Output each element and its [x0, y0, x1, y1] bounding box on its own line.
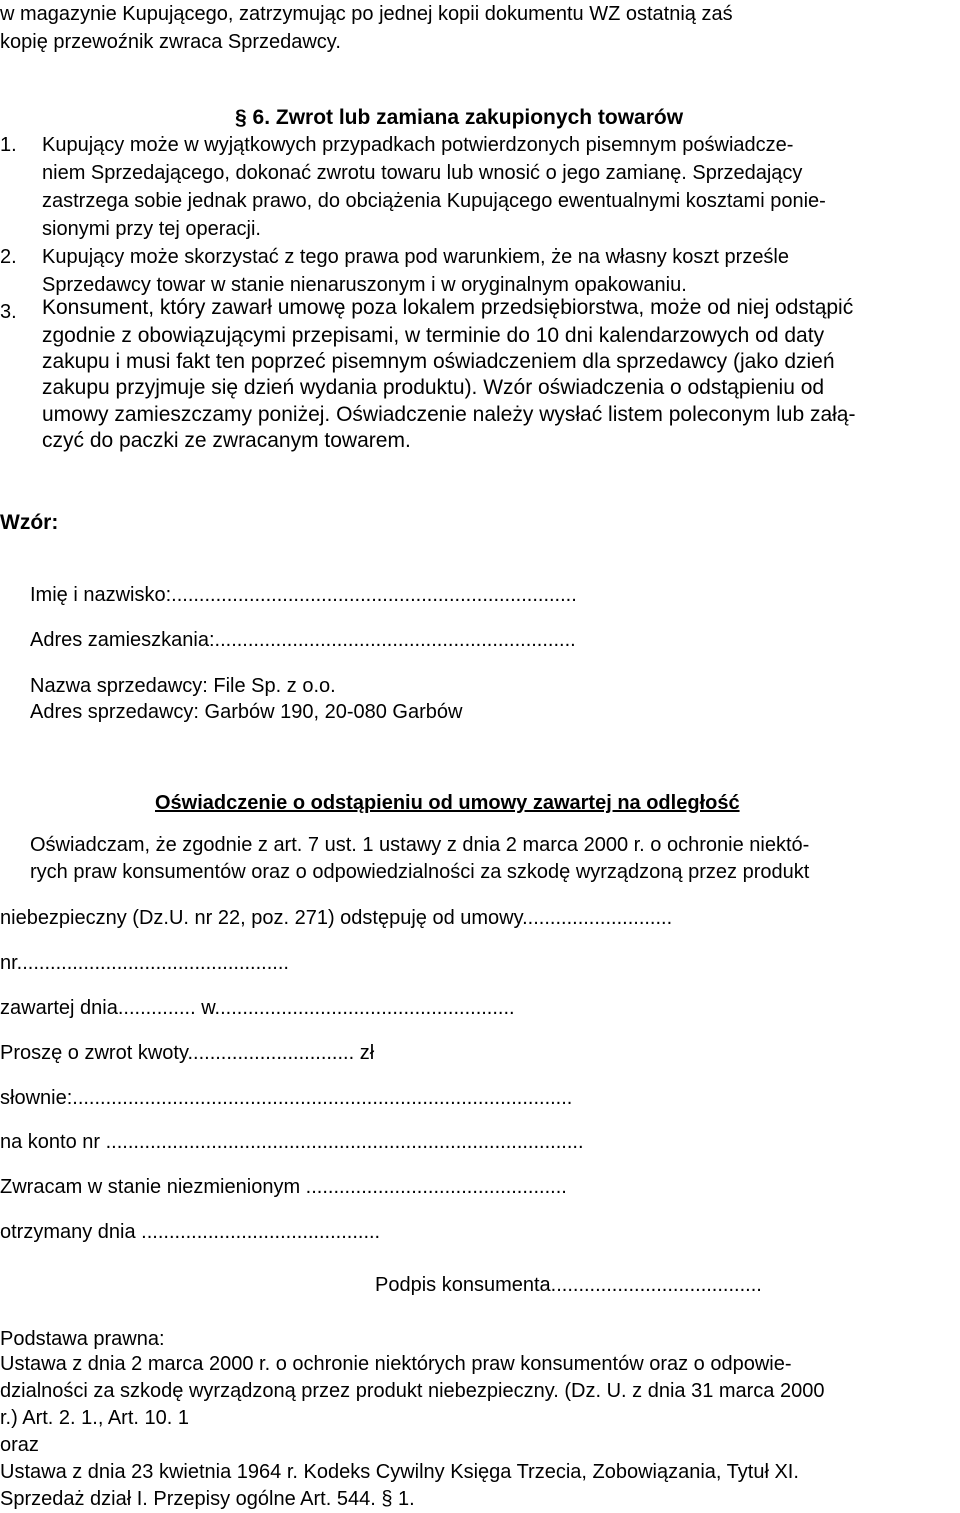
- legal-line: Ustawa z dnia 23 kwietnia 1964 r. Kodeks Cywilny Księga Trzecia, Zobowiązania, Tytuł XI.: [0, 1461, 799, 1483]
- legal-line: Ustawa z dnia 2 marca 2000 r. o ochronie niektórych praw konsumentów oraz o odpowie-: [0, 1353, 792, 1375]
- paragraph-1-line: sionymi przy tej operacji.: [42, 218, 261, 240]
- paragraph-1-line: zastrzega sobie jednak prawo, do obciążenia Kupującego ewentualnymi kosztami ponie-: [42, 190, 826, 212]
- address-field: Adres zamieszkania:.................................................................: [30, 629, 576, 651]
- signature-field: Podpis konsumenta......................................: [375, 1274, 762, 1296]
- paragraph-2-line: Kupujący może skorzystać z tego prawa pod warunkiem, że na własny koszt prześle: [42, 246, 790, 268]
- paragraph-2-line: Sprzedawcy towar w stanie nienaruszonym i w oryginalnym opakowaniu.: [42, 274, 687, 296]
- paragraph-number: 2.: [0, 246, 17, 268]
- legal-oraz: oraz: [0, 1434, 39, 1456]
- seller-address: Adres sprzedawcy: Garbów 190, 20-080 Garbów: [30, 701, 463, 723]
- section-title: § 6. Zwrot lub zamiana zakupionych towarów: [235, 106, 684, 129]
- name-field: Imię i nazwisko:.........................................................................: [30, 584, 577, 606]
- paragraph-number: 3.: [0, 301, 17, 323]
- legal-line: r.) Art. 2. 1., Art. 10. 1: [0, 1407, 189, 1429]
- seller-name: Nazwa sprzedawcy: File Sp. z o.o.: [30, 675, 336, 697]
- paragraph-3-line: umowy zamieszczamy poniżej. Oświadczenie należy wysłać listem poleconym lub załą-: [42, 403, 856, 426]
- statement-line: Oświadczam, że zgodnie z art. 7 ust. 1 ustawy z dnia 2 marca 2000 r. o ochronie niektó-: [30, 834, 810, 856]
- statement-title: Oświadczenie o odstąpieniu od umowy zawartej na odległość: [155, 792, 740, 814]
- refund-field: Proszę o zwrot kwoty.............................. zł: [0, 1042, 375, 1064]
- paragraph-1-line: Kupujący może w wyjątkowych przypadkach potwierdzonych pisemnym poświadcze-: [42, 134, 794, 156]
- contract-date-field: zawartej dnia.............. w......................................................: [0, 997, 515, 1019]
- intro-text-1: w magazynie Kupującego, zatrzymując po jednej kopii dokumentu WZ ostatnią zaś: [0, 3, 733, 25]
- legal-heading: Podstawa prawna:: [0, 1328, 165, 1350]
- account-field: na konto nr ......................................................................................: [0, 1131, 584, 1153]
- paragraph-3-line: zakupu przyjmuje się dzień wydania produktu). Wzór oświadczenia o odstąpieniu od: [42, 376, 825, 399]
- paragraph-3-line: zgodnie z obowiązującymi przepisami, w terminie do 10 dni kalendarzowych od daty: [42, 324, 825, 347]
- paragraph-1-line: niem Sprzedającego, dokonać zwrotu towaru lub wnosić o jego zamianę. Sprzedający: [42, 162, 803, 184]
- received-field: otrzymany dnia ...........................................: [0, 1221, 381, 1243]
- statement-line: rych praw konsumentów oraz o odpowiedzialności za szkodę wyrządzoną przez produkt: [30, 861, 810, 883]
- returned-field: Zwracam w stanie niezmienionym ...............................................: [0, 1176, 567, 1198]
- legal-line: Sprzedaż dział I. Przepisy ogólne Art. 544. § 1.: [0, 1488, 415, 1510]
- statement-line: niebezpieczny (Dz.U. nr 22, poz. 271) odstępuję od umowy...........................: [0, 907, 673, 929]
- intro-line: [0, 3, 958, 25]
- nr-field: nr.................................................: [0, 952, 289, 974]
- in-words-field: słownie:..........................................................................................: [0, 1087, 573, 1109]
- intro-line: kopię przewoźnik zwraca Sprzedawcy.: [0, 31, 341, 53]
- form-heading: Wzór:: [0, 511, 59, 534]
- legal-line: dzialności za szkodę wyrządzoną przez produkt niebezpieczny. (Dz. U. z dnia 31 marca 2000: [0, 1380, 825, 1402]
- paragraph-3-line: Konsument, który zawarł umowę poza lokalem przedsiębiorstwa, może od niej odstąpić: [42, 296, 854, 319]
- paragraph-3-line: czyć do paczki ze zwracanym towarem.: [42, 429, 411, 452]
- paragraph-3-line: zakupu i musi fakt ten poprzeć pisemnym oświadczeniem dla sprzedawcy (jako dzień: [42, 350, 835, 373]
- paragraph-number: 1.: [0, 134, 17, 156]
